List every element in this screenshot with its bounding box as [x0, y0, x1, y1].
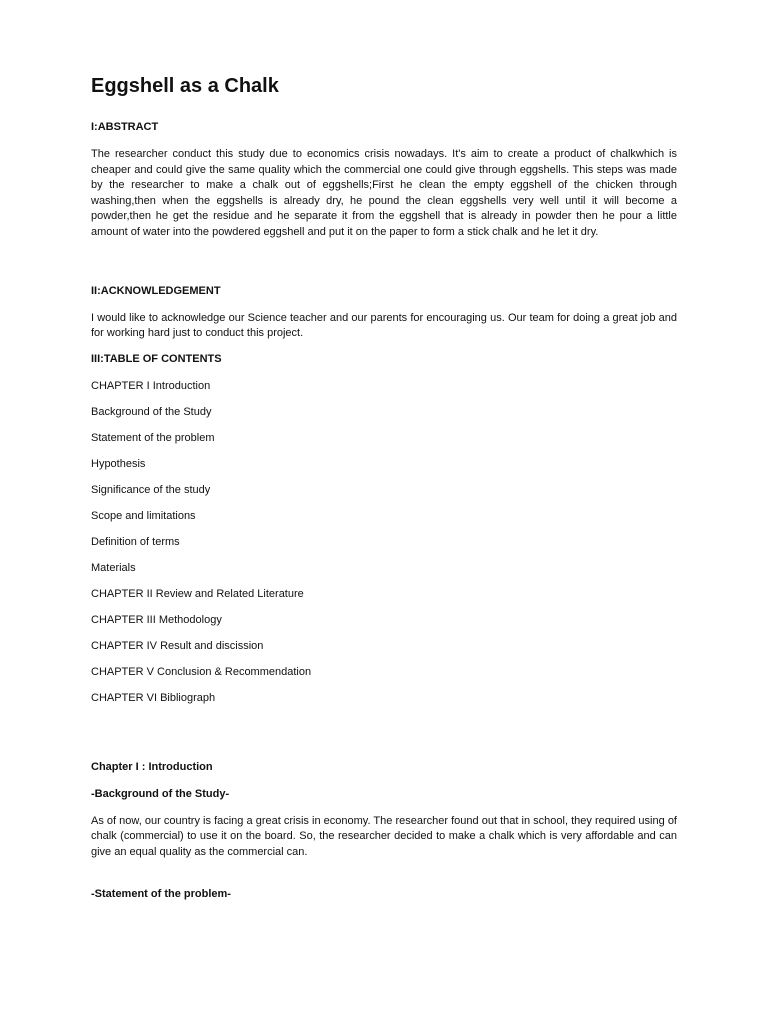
background-subheading: -Background of the Study-: [91, 787, 230, 800]
document-title: Eggshell as a Chalk: [91, 75, 279, 97]
toc-item: CHAPTER V Conclusion & Recommendation: [91, 665, 312, 678]
toc-item: Statement of the problem: [91, 431, 215, 444]
toc-item: Definition of terms: [91, 535, 180, 548]
section-gap: [91, 861, 677, 887]
toc-list: [91, 379, 677, 705]
toc-item: Significance of the study: [91, 483, 211, 496]
background-paragraph: As of now, our country is facing a great crisis in economy. The researcher found out that in school, they required using of chalk (commercial) to use it on the board. So, the researcher decided to make a chalk which is very affordable and can give an equal quality as the commercial can.: [91, 814, 677, 858]
toc-item: CHAPTER IV Result and discission: [91, 639, 264, 652]
acknowledgement-heading: II:ACKNOWLEDGEMENT: [91, 284, 221, 297]
section-gap: [91, 241, 677, 284]
toc-item: CHAPTER I Introduction: [91, 379, 211, 392]
toc-item: Scope and limitations: [91, 509, 196, 522]
chapter-one-heading: Chapter I : Introduction: [91, 760, 213, 773]
toc-item: Hypothesis: [91, 457, 146, 470]
section-gap: [91, 342, 677, 352]
toc-item: CHAPTER II Review and Related Literature: [91, 587, 304, 600]
toc-heading: III:TABLE OF CONTENTS: [91, 352, 222, 365]
abstract-heading: I:ABSTRACT: [91, 121, 159, 133]
toc-item: CHAPTER VI Bibliograph: [91, 691, 216, 704]
section-gap: [91, 717, 677, 760]
toc-item: Materials: [91, 561, 136, 574]
problem-subheading: -Statement of the problem-: [91, 887, 231, 900]
acknowledgement-paragraph: I would like to acknowledge our Science teacher and our parents for encouraging us. Our team for doing a great job and for working hard just to conduct this project.: [91, 311, 677, 340]
toc-item: Background of the Study: [91, 405, 212, 418]
abstract-paragraph: The researcher conduct this study due to economics crisis nowadays. It's aim to create a product of chalkwhich is cheaper and could give the same quality which the commercial one could give through eggshells. This steps was made by the researcher to make a chalk out of eggshells;First he clean the empty eggshell of the chicken through washing,then when the eggshells is already dry, he pound the clean eggshells very well until it will become a powder,then he get the residue and he separate it from the eggshell that is already in powder then he pour a little amount of water into the powdered eggshell and put it on the paper to form a stick chalk and he let it dry.: [91, 148, 677, 238]
toc-item: CHAPTER III Methodology: [91, 613, 222, 626]
